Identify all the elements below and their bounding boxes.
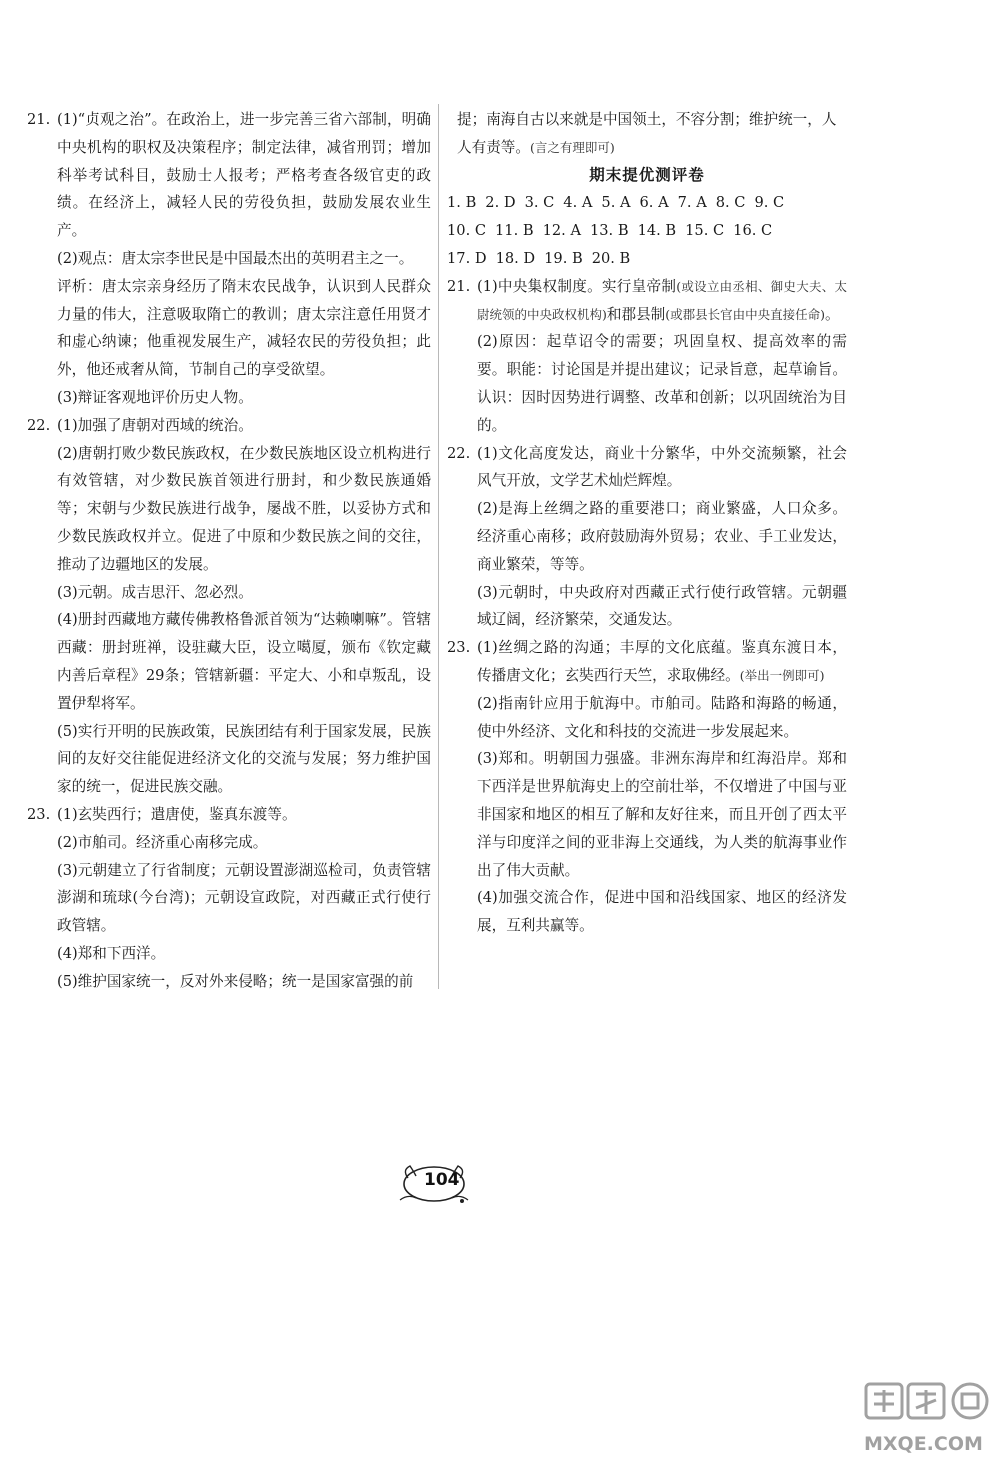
answer-right-22 (447, 440, 847, 635)
choice-answer: 5. A (601, 194, 631, 212)
choice-answer: 11. B (495, 222, 534, 240)
choice-answer: 3. C (524, 194, 555, 212)
answer-right-21 (447, 273, 847, 440)
choice-answer: 12. A (542, 222, 581, 240)
choice-answer: 15. C (685, 222, 725, 240)
watermark-logo-icon (860, 1380, 995, 1458)
question-number: 23. (447, 639, 471, 657)
answer-right-23 (447, 634, 847, 940)
choice-row-3 (447, 245, 847, 273)
choice-answer: 20. B (591, 249, 631, 267)
choice-answer: 19. B (544, 249, 583, 267)
answer-note: (或设立由丞相、御史大夫、太尉统领的中央政权机构) (477, 278, 847, 322)
answer-part: (5)维护国家统一，反对外来侵略；统一是国家富强的前 (57, 972, 414, 990)
choice-answer: 9. C (754, 194, 785, 212)
choice-answer: 1. B (447, 194, 477, 212)
choice-answer: 6. A (639, 194, 669, 212)
watermark-text: MXQE.COM (864, 1433, 983, 1455)
left-column (27, 106, 431, 996)
answer-part: (5)实行开明的民族政策，民族团结有利于国家发展，民族间的友好交往能促进经济文化的交流与发展；努力维护国家的统一，促进民族交融。 (57, 722, 431, 796)
question-number: 23. (27, 805, 51, 823)
answer-part: (2)观点：唐太宗李世民是中国最杰出的英明君主之一。 (57, 249, 414, 267)
continuation-note: (言之有理即可) (529, 139, 615, 155)
answer-part: (4)加强交流合作，促进中国和沿线国家、地区的经济发展，互利共赢等。 (477, 889, 847, 935)
answer-text: 。 (825, 305, 840, 323)
answer-note: (或郡县长官由中央直接任命) (665, 306, 826, 322)
section-title: 期末提优测评卷 (589, 165, 705, 184)
answer-part: (2)原因：起草诏令的需要；巩固皇权、提高效率的需要。职能：讨论国是并提出建议；记录旨意，起草谕旨。认识：因时因势进行调整、改革和创新；以巩固统治为目的。 (477, 333, 847, 434)
answer-part: (1)文化高度发达，商业十分繁华，中外交流频繁，社会风气开放，文学艺术灿烂辉煌。 (477, 444, 847, 490)
answer-part: (3)元朝建立了行省制度；元朝设置澎湖巡检司，负责管辖澎湖和琉球(今台湾)；元朝设宣政院，对西藏正式行使行政管辖。 (57, 861, 431, 935)
answer-left-23 (27, 801, 431, 996)
choice-answers (447, 189, 847, 272)
answer-part: (2)唐朝打败少数民族政权，在少数民族地区设立机构进行有效管辖，对少数民族首领进行册封，和少数民族通婚等；宋朝与少数民族进行战争，屡战不胜，以妥协方式和少数民族政权并立。促进了中原和少数民族之间的交往，推动了边疆地区的发展。 (57, 444, 431, 573)
continuation-text (447, 106, 847, 162)
choice-answer: 14. B (637, 222, 677, 240)
answer-part: (3)元朝时，中央政府对西藏正式行使行政管辖。元朝疆域辽阔，经济繁荣，交通发达。 (477, 583, 847, 629)
answer-part (477, 634, 847, 690)
choice-answer: 18. D (495, 249, 536, 267)
answer-part: (2)市舶司。经济重心南移完成。 (57, 833, 268, 851)
choice-answer: 17. D (447, 249, 487, 267)
answer-part: (3)辩证客观地评价历史人物。 (57, 388, 253, 406)
answer-left-22 (27, 412, 431, 801)
choice-row-2 (447, 217, 847, 245)
column-divider (438, 104, 439, 989)
answer-part: (4)郑和下西洋。 (57, 944, 166, 962)
question-number: 21. (447, 277, 471, 295)
answer-part (477, 273, 847, 329)
choice-answer: 2. D (485, 194, 516, 212)
answer-text: (1)中央集权制度。实行皇帝制 (477, 277, 677, 295)
answer-part: (1)“贞观之治”。在政治上，进一步完善三省六部制，明确中央机构的职权及决策程序；制定法律，减省刑罚；增加科举考试科目，鼓励士人报考；严格考查各级官吏的政绩。在经济上，减轻人民的劳役负担，鼓励发展农业生产。 (57, 111, 431, 240)
answer-text: (1)丝绸之路的沟通；丰厚的文化底蕴。鉴真东渡日本，传播唐文化；玄奘西行天竺，求取佛经。 (477, 639, 847, 684)
question-number: 21. (27, 111, 51, 128)
answer-note: (举出一例即可) (739, 667, 825, 683)
answer-part: (2)是海上丝绸之路的重要港口；商业繁盛，人口众多。经济重心南移；政府鼓励海外贸易；农业、手工业发达，商业繁荣，等等。 (477, 500, 847, 573)
choice-row-1 (447, 189, 847, 217)
answer-part: (1)玄奘西行；遣唐使，鉴真东渡等。 (57, 805, 297, 823)
page-number: 104 (424, 1170, 460, 1190)
answer-part: (2)指南针应用于航海中。市舶司。陆路和海路的畅通，使中外经济、文化和科技的交流进一步发展起来。 (477, 694, 847, 740)
answer-text: 和郡县制 (606, 305, 666, 323)
answer-left-21 (27, 106, 431, 412)
right-column (447, 106, 847, 940)
question-number: 22. (27, 416, 51, 434)
choice-answer: 16. C (733, 222, 773, 240)
answer-part: (4)册封西藏地方藏传佛教格鲁派首领为“达赖喇嘛”。管辖西藏：册封班禅，设驻藏大臣，设立噶厦，颁布《钦定藏内善后章程》29条；管辖新疆：平定大、小和卓叛乱，设置伊犁将军。 (57, 611, 431, 712)
question-number: 22. (447, 444, 471, 462)
choice-answer: 8. C (715, 194, 746, 212)
answer-part: (3)郑和。明朝国力强盛。非洲东海岸和红海沿岸。郑和下西洋是世界航海史上的空前壮举，不仅增进了中国与亚非国家和地区的相互了解和友好往来，而且开创了西太平洋与印度洋之间的亚非海上交通线，为人类的航海事业作出了伟大贡献。 (477, 750, 847, 879)
continuation-body: 提；南海自古以来就是中国领土，不容分割；维护统一，人人有责等。 (457, 111, 837, 156)
choice-answer: 7. A (677, 194, 707, 212)
answer-part: (3)元朝。成吉思汗、忽必烈。 (57, 583, 253, 601)
choice-answer: 4. A (563, 194, 593, 212)
answer-part: 评析：唐太宗亲身经历了隋末农民战争，认识到人民群众力量的伟大，注意吸取隋亡的教训；唐太宗注意任用贤才和虚心纳谏；他重视发展生产，减轻农民的劳役负担；此外，他还戒奢从简，节制自己的享受欲望。 (57, 277, 431, 379)
answer-part: (1)加强了唐朝对西域的统治。 (57, 416, 253, 434)
choice-answer: 13. B (589, 222, 629, 240)
choice-answer: 10. C (447, 222, 487, 240)
